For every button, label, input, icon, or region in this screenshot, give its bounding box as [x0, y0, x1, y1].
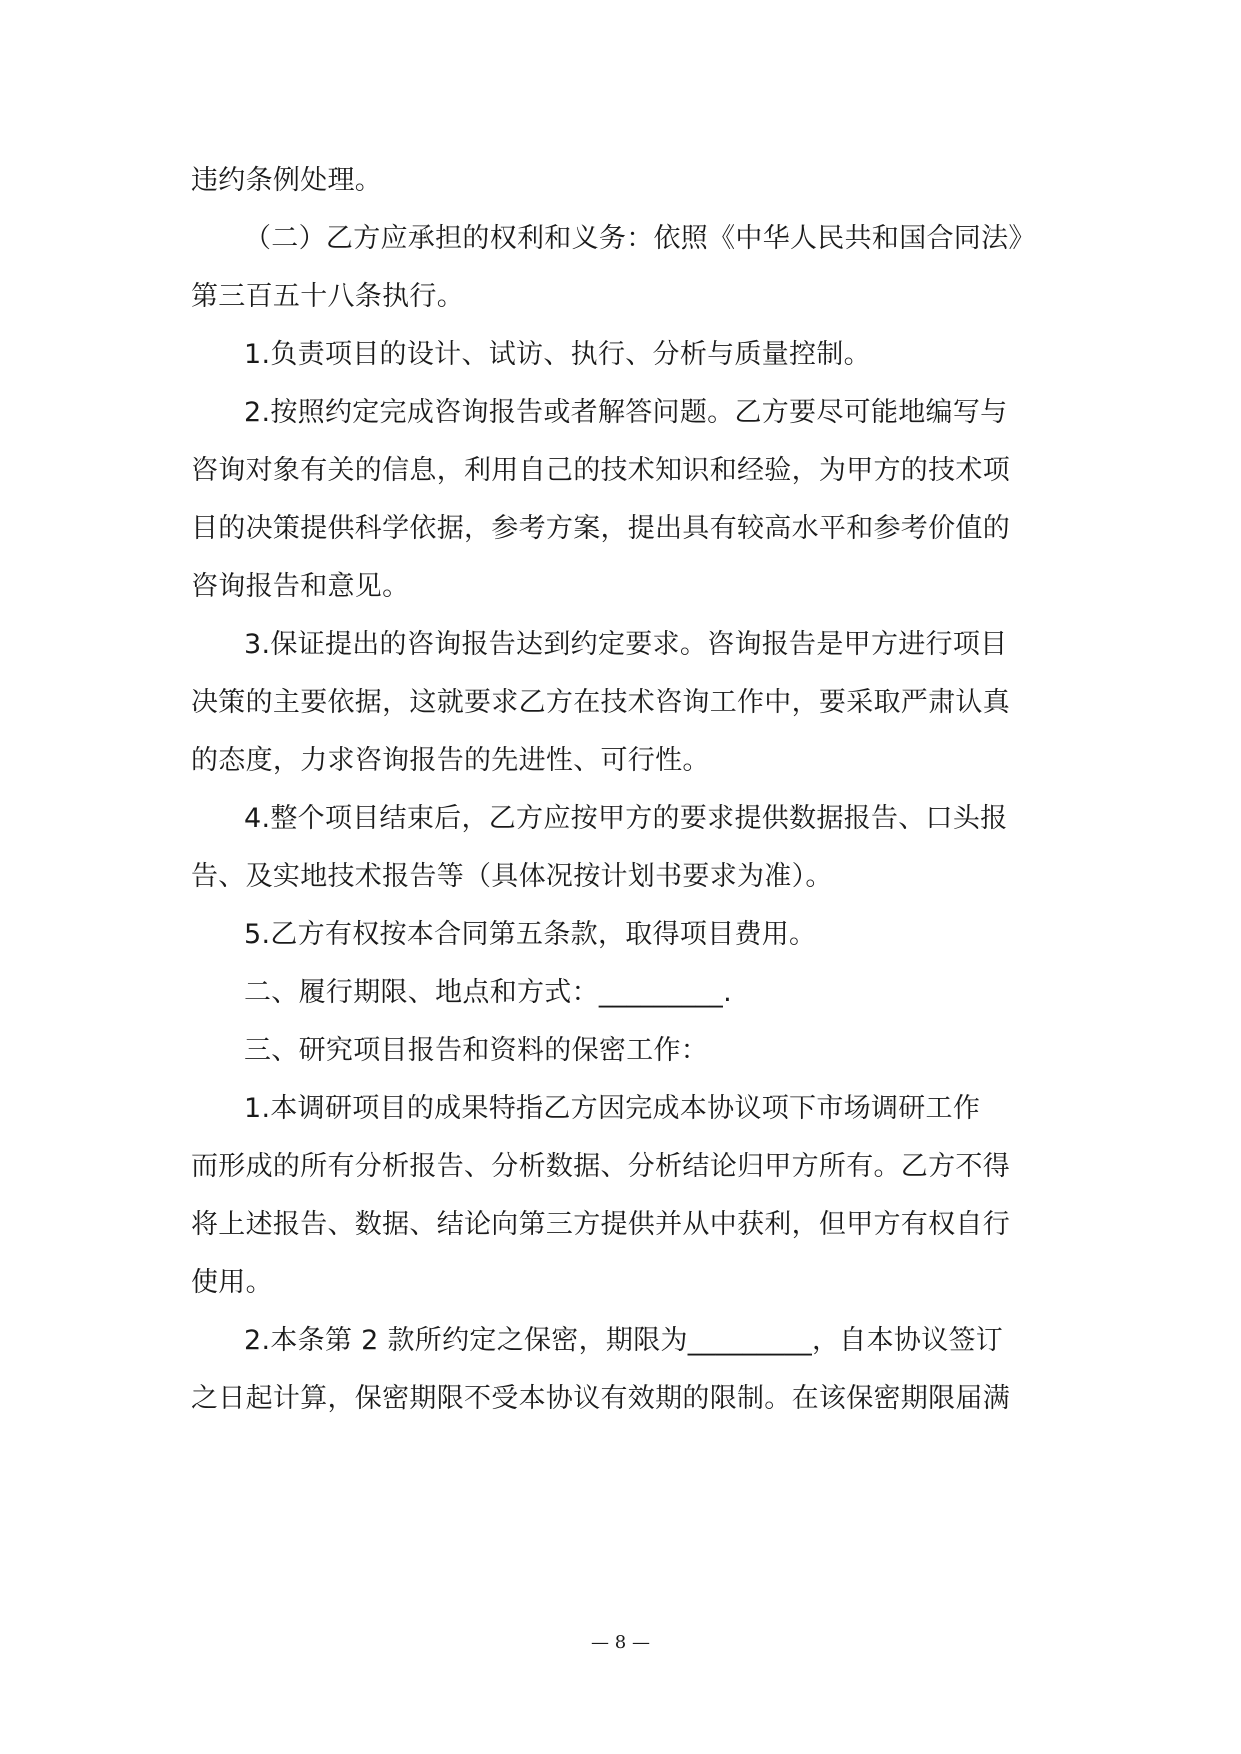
text-line: 之日起计算，保密期限不受本协议有效期的限制。在该保密期限届满: [191, 1383, 1010, 1414]
text-line: 告、及实地技术报告等（具体况按计划书要求为准）。: [191, 861, 833, 892]
text-line: 咨询对象有关的信息，利用自己的技术知识和经验，为甲方的技术项: [191, 455, 1010, 486]
text-line: 二、履行期限、地点和方式：_________.: [244, 977, 732, 1008]
text-line: 将上述报告、数据、结论向第三方提供并从中获利，但甲方有权自行: [191, 1209, 1010, 1240]
text-line: 2.按照约定完成咨询报告或者解答问题。乙方要尽可能地编写与: [244, 397, 1008, 428]
text-line: 3.保证提出的咨询报告达到约定要求。咨询报告是甲方进行项目: [244, 629, 1008, 660]
text-line: 目的决策提供科学依据，参考方案，提出具有较高水平和参考价值的: [191, 513, 1010, 544]
text-line: 而形成的所有分析报告、分析数据、分析结论归甲方所有。乙方不得: [191, 1151, 1010, 1182]
text-line: 的态度，力求咨询报告的先进性、可行性。: [191, 745, 710, 776]
text-line: 1.本调研项目的成果特指乙方因完成本协议项下市场调研工作: [244, 1093, 981, 1124]
text-line: 第三百五十八条执行。: [191, 281, 464, 312]
text-line: 4.整个项目结束后，乙方应按甲方的要求提供数据报告、口头报: [244, 803, 1008, 834]
text-line: 三、研究项目报告和资料的保密工作：: [244, 1035, 709, 1066]
text-line: 使用。: [191, 1267, 273, 1298]
text-line: 2.本条第 2 款所约定之保密，期限为_________，自本协议签订: [244, 1325, 1004, 1356]
text-line: 决策的主要依据，这就要求乙方在技术咨询工作中，要采取严肃认真: [191, 687, 1010, 718]
text-line: 咨询报告和意见。: [191, 571, 410, 602]
text-line: 1.负责项目的设计、试访、执行、分析与质量控制。: [244, 339, 871, 370]
page-number: — 8 —: [591, 1632, 650, 1653]
text-line: （二）乙方应承担的权利和义务：依照《中华人民共和国合同法》: [244, 223, 1036, 254]
text-line: 5.乙方有权按本合同第五条款，取得项目费用。: [244, 919, 817, 950]
text-line: 违约条例处理。: [191, 165, 383, 196]
